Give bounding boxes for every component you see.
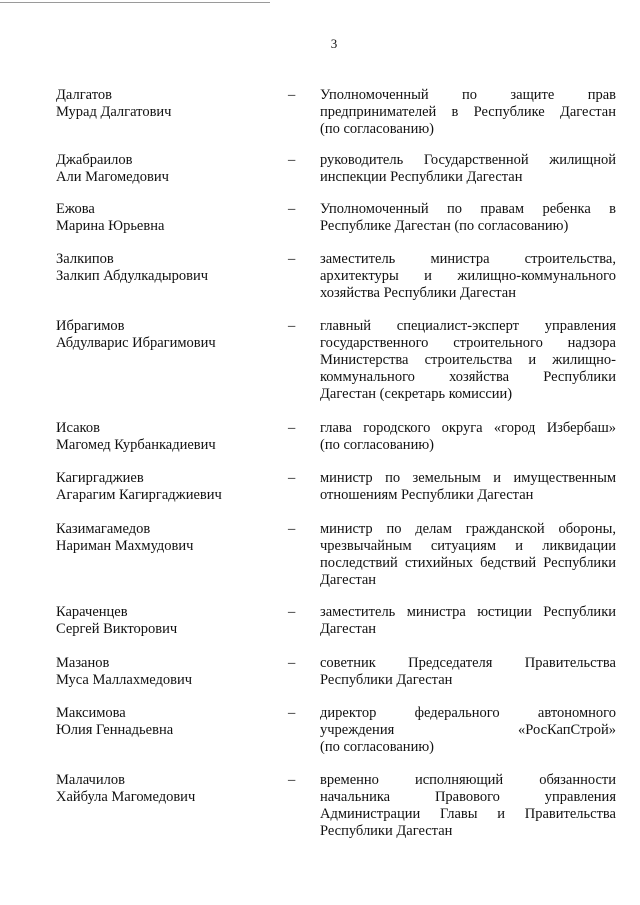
member-role: [320, 521, 616, 589]
entry-dash: –: [288, 420, 296, 436]
member-surname: Далгатов: [56, 87, 112, 103]
member-given-names: Хайбула Магомедович: [56, 789, 196, 805]
top-scan-line: [0, 2, 270, 3]
entry-dash: –: [288, 705, 296, 721]
member-given-names: Марина Юрьевна: [56, 218, 165, 234]
role-line: учреждения «РосКапСтрой»: [320, 722, 616, 738]
member-name: [56, 470, 276, 504]
entry-dash: –: [288, 201, 296, 217]
member-given-names: Али Магомедович: [56, 169, 169, 185]
member-surname: Джабраилов: [56, 152, 133, 168]
role-line: (по согласованию): [320, 437, 434, 453]
entry-dash: –: [288, 152, 296, 168]
role-line: временно исполняющий обязанности: [320, 772, 616, 788]
role-line: Дагестан (секретарь комиссии): [320, 386, 513, 402]
role-line: хозяйства Республики Дагестан: [320, 285, 516, 301]
member-surname: Казимагамедов: [56, 521, 151, 537]
entry-dash: –: [288, 318, 296, 334]
member-role: [320, 420, 616, 454]
entry-dash: –: [288, 470, 296, 486]
role-line: советник Председателя Правительства: [320, 655, 616, 671]
role-line: Министерства строительства и жилищно-: [320, 352, 616, 368]
member-name: [56, 318, 276, 352]
role-line: Республики Дагестан: [320, 672, 453, 688]
member-role: [320, 470, 616, 504]
member-surname: Ежова: [56, 201, 95, 217]
member-name: [56, 604, 276, 638]
member-surname: Кагиргаджиев: [56, 470, 144, 486]
role-line: руководитель Государственной жилищной: [320, 152, 616, 168]
role-line: Республики Дагестан: [320, 823, 453, 839]
member-name: [56, 87, 276, 121]
member-given-names: Агарагим Кагиргаджиевич: [56, 487, 222, 503]
entry-dash: –: [288, 521, 296, 537]
member-name: [56, 521, 276, 555]
role-line: чрезвычайным ситуациям и ликвидации: [320, 538, 616, 554]
member-name: [56, 251, 276, 285]
role-line: Администрации Главы и Правительства: [320, 806, 616, 822]
entry-dash: –: [288, 604, 296, 620]
member-given-names: Магомед Курбанкадиевич: [56, 437, 216, 453]
role-line: министр по делам гражданской обороны,: [320, 521, 616, 537]
member-role: [320, 604, 616, 638]
member-name: [56, 152, 276, 186]
role-line: директор федерального автономного: [320, 705, 616, 721]
role-line: последствий стихийных бедствий Республики: [320, 555, 616, 571]
role-line: Уполномоченный по защите прав: [320, 87, 616, 103]
member-given-names: Сергей Викторович: [56, 621, 178, 637]
role-line: Дагестан: [320, 572, 377, 588]
member-name: [56, 201, 276, 235]
role-line: Дагестан: [320, 621, 377, 637]
page-number: 3: [330, 36, 338, 51]
role-line: государственного строительного надзора: [320, 335, 616, 351]
member-role: [320, 87, 616, 138]
entry-dash: –: [288, 251, 296, 267]
member-given-names: Юлия Геннадьевна: [56, 722, 174, 738]
member-given-names: Муса Маллахмедович: [56, 672, 193, 688]
role-line: начальника Правового управления: [320, 789, 616, 805]
member-name: [56, 420, 276, 454]
member-role: [320, 705, 616, 756]
member-given-names: Абдулварис Ибрагимович: [56, 335, 216, 351]
member-role: [320, 318, 616, 403]
member-role: [320, 251, 616, 302]
member-surname: Караченцев: [56, 604, 128, 620]
member-surname: Малачилов: [56, 772, 125, 788]
role-line: коммунального хозяйства Республики: [320, 369, 616, 385]
role-line: глава городского округа «город Избербаш»: [320, 420, 616, 436]
member-given-names: Залкип Абдулкадырович: [56, 268, 209, 284]
member-surname: Максимова: [56, 705, 126, 721]
member-name: [56, 772, 276, 806]
member-role: [320, 655, 616, 689]
role-line: инспекции Республики Дагестан: [320, 169, 523, 185]
entry-dash: –: [288, 87, 296, 103]
entry-dash: –: [288, 655, 296, 671]
member-given-names: Мурад Далгатович: [56, 104, 172, 120]
member-role: [320, 152, 616, 186]
role-line: предпринимателей в Республике Дагестан: [320, 104, 616, 120]
role-line: отношениям Республики Дагестан: [320, 487, 534, 503]
role-line: Уполномоченный по правам ребенка в: [320, 201, 616, 217]
entry-dash: –: [288, 772, 296, 788]
member-surname: Залкипов: [56, 251, 114, 267]
member-surname: Мазанов: [56, 655, 110, 671]
role-line: Республике Дагестан (по согласованию): [320, 218, 569, 234]
role-line: министр по земельным и имущественным: [320, 470, 616, 486]
role-line: (по согласованию): [320, 739, 434, 755]
role-line: архитектуры и жилищно-коммунального: [320, 268, 616, 284]
member-name: [56, 705, 276, 739]
role-line: главный специалист-эксперт управления: [320, 318, 616, 334]
member-given-names: Нариман Махмудович: [56, 538, 194, 554]
role-line: заместитель министра юстиции Республики: [320, 604, 616, 620]
member-role: [320, 201, 616, 235]
role-line: (по согласованию): [320, 121, 434, 137]
member-name: [56, 655, 276, 689]
role-line: заместитель министра строительства,: [320, 251, 616, 267]
member-surname: Исаков: [56, 420, 100, 436]
member-surname: Ибрагимов: [56, 318, 125, 334]
member-role: [320, 772, 616, 840]
